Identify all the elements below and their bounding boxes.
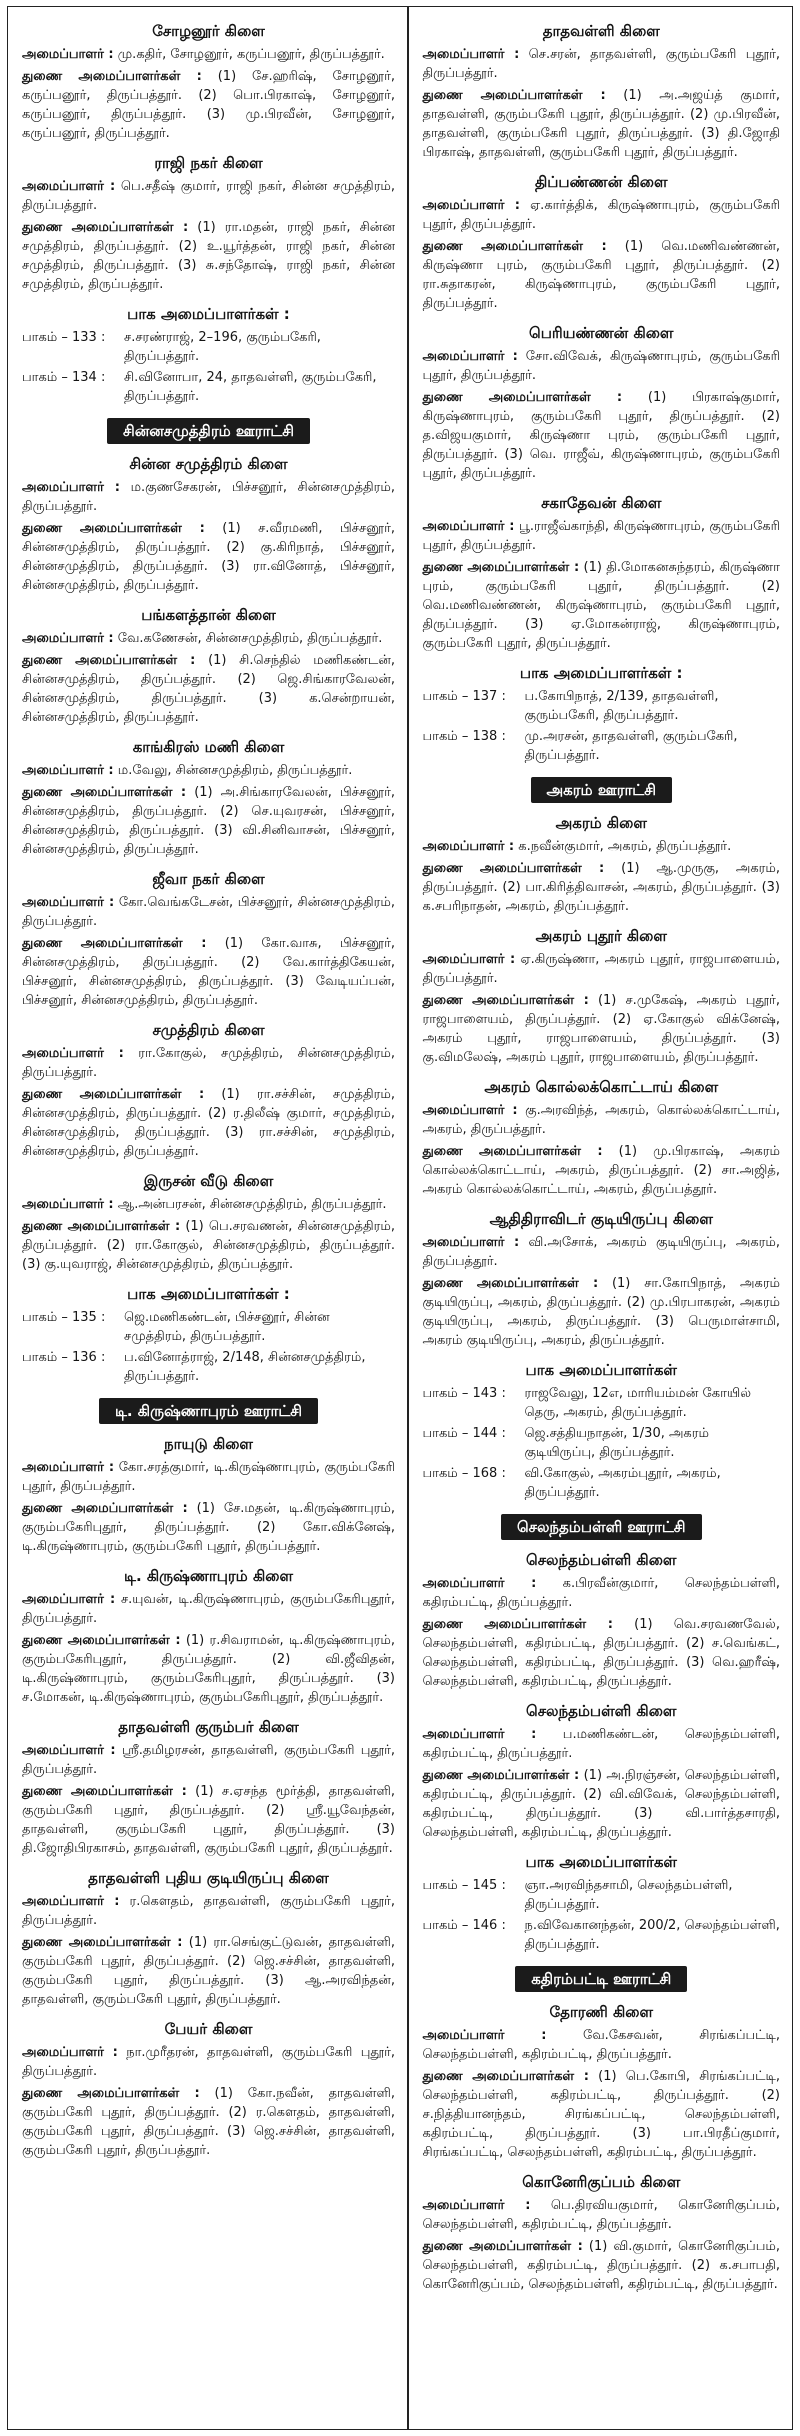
branch-title: சமுத்திரம் கிளை: [152, 1021, 265, 1039]
deputies-entry: [423, 991, 781, 1067]
deputies-text: (1) ச.முகேஷ், அகரம் புதூர், ராஜபாளையம், திருப்பத்தூர். (2) ஏ.கோகுல் விக்னேஷ், அகரம் புதூர், ராஜபாளையம், திருப்பத்தூர். (3) கு.விமலேஷ், அகரம் புதூர், ராஜபாளையம், திருப்பத்தூர்.: [422, 993, 780, 1065]
booth-part-text: ஜெ.சத்தியநாதன், 1/30, அகரம் குடியிருப்பு, திருப்பத்தூர்.: [524, 1426, 709, 1460]
organizer-text: வே.கேசவன், சிரங்கப்பட்டி, செலந்தம்பள்ளி, கதிரம்பட்டி, திருப்பத்தூர்.: [422, 2028, 780, 2062]
booth-row: [22, 1348, 395, 1386]
branch-title: திப்பண்ணன் கிளை: [534, 173, 668, 191]
organizer-text: கோ.சரத்குமார், டி.கிருஷ்ணாபுரம், குரும்பகேரி புதூர், திருப்பத்தூர்.: [22, 1460, 395, 1494]
deputies-entry: [423, 1274, 781, 1350]
booth-row: [22, 328, 395, 366]
organizer-label: அமைப்பாளர் :: [22, 1894, 120, 1909]
organizer-entry: [423, 347, 781, 385]
branch-block: [423, 323, 781, 483]
deputies-entry: [423, 558, 781, 653]
booth-row: [22, 368, 395, 406]
organizer-entry: [423, 1233, 781, 1271]
booth-part-text: வி.கோகுல், அகரம்புதூர், அகரம், திருப்பத்தூர்.: [524, 1466, 721, 1500]
organizer-label: அமைப்பாளர் :: [22, 47, 114, 62]
booth-row: [22, 1308, 395, 1346]
organizer-label: அமைப்பாளர் :: [22, 1046, 124, 1061]
branch-block: [423, 2002, 781, 2162]
branch-block: [22, 869, 395, 1010]
organizer-label: அமைப்பாளர் :: [422, 1727, 537, 1742]
deputies-text: (1) பெ.சரவணன், சின்னசமுத்திரம், திருப்பத்தூர். (2) ரா.கோகுல், சின்னசமுத்திரம், திருப்பத்தூர். (3) கு.யுவராஜ், சின்னசமுத்திரம், திருப்பத்தூர்.: [22, 1219, 395, 1272]
deputies-text: (1) ச.ஏசந்த மூர்த்தி, தாதவள்ளி, குரும்பகேரி புதூர், திருப்பத்தூர். (2) ஸ்ரீ.யூவேந்தன், தாதவள்ளி, குரும்பகேரி புதூர், திருப்பத்தூர். (3) தி.ஜோதிபிரகாசம், தாதவள்ளி, குரும்பகேரி புதூர், திருப்பத்தூர்.: [22, 1784, 395, 1856]
branch-block: [22, 153, 395, 294]
branch-block: [423, 21, 781, 162]
deputies-entry: [423, 237, 781, 313]
deputies-text: (1) மு.பிரகாஷ், அகரம் கொல்லக்கொட்டாய், அகரம், திருப்பத்தூர். (2) சா.அஜித், அகரம் கொல்லக்கொட்டாய், அகரம், திருப்பத்தூர்.: [422, 1144, 780, 1197]
deputies-label: துணை அமைப்பாளர்கள் :: [422, 993, 589, 1008]
page-frame: [7, 6, 793, 2430]
organizer-label: அமைப்பாளர் :: [422, 952, 516, 967]
deputies-label: துணை அமைப்பாளர்கள் :: [22, 936, 207, 951]
organizer-label: அமைப்பாளர் :: [422, 2198, 531, 2213]
panchayat-banner: [22, 418, 395, 444]
booth-part-label: பாகம் – 146 :: [422, 1918, 506, 1933]
deputies-label: துணை அமைப்பாளர்கள் :: [22, 1219, 181, 1234]
branch-title: தாதவள்ளி குரும்பர் கிளை: [118, 1718, 299, 1736]
booth-row: [423, 1876, 781, 1914]
booth-title: பாக அமைப்பாளர்கள் :: [127, 305, 290, 323]
deputies-text: (1) கோ.வாசு, பிச்சனூர், சின்னசமுத்திரம், திருப்பத்தூர். (2) வே.கார்த்திகேயன், பிச்சனூர், சின்னசமுத்திரம், திருப்பத்தூர். (3) வேடியப்பன், பிச்சனூர், சின்னசமுத்திரம், திருப்பத்தூர்.: [22, 936, 395, 1008]
deputies-text: (1) ரா.சச்சின், சமுத்திரம், சின்னசமுத்திரம், திருப்பத்தூர். (2) ர.திலீஷ் குமார், சமுத்திரம், சின்னசமுத்திரம், திருப்பத்தூர். (3) ரா.சச்சின், சமுத்திரம், சின்னசமுத்திரம், திருப்பத்தூர்.: [22, 1087, 395, 1159]
booth-block: [423, 1360, 781, 1502]
branch-title: காங்கிரஸ் மணி கிளை: [132, 738, 285, 756]
booth-block: [22, 304, 395, 406]
branch-block: [423, 1701, 781, 1842]
left-column: [8, 7, 407, 2429]
deputies-text: (1) அ.நிரஞ்சன், செலந்தம்பள்ளி, கதிரம்பட்டி, திருப்பத்தூர். (2) வி.விவேக், செலந்தம்பள்ளி, கதிரம்பட்டி, திருப்பத்தூர். (3) வி.பார்த்தசாரதி, செலந்தம்பள்ளி, கதிரம்பட்டி, திருப்பத்தூர்.: [422, 1768, 780, 1840]
booth-row: [423, 687, 781, 725]
organizer-entry: [423, 2196, 781, 2234]
organizer-label: அமைப்பாளர் :: [422, 1576, 537, 1591]
deputies-entry: [423, 388, 781, 483]
deputies-entry: [423, 2067, 781, 2162]
deputies-label: துணை அமைப்பாளர்கள் :: [422, 1768, 580, 1783]
deputies-entry: [22, 218, 395, 294]
booth-part-text: ப.கோபிநாத், 2/139, தாதவள்ளி, குரும்பகேரி, திருப்பத்தூர்.: [524, 689, 719, 723]
branch-title: அகரம் புதூர் கிளை: [535, 927, 667, 945]
booth-part-label: பாகம் – 168 :: [422, 1466, 506, 1481]
booth-block: [423, 663, 781, 765]
organizer-text: பெ.திரவியகுமார், கொனேரிகுப்பம், செலந்தம்பள்ளி, கதிரம்பட்டி, திருப்பத்தூர்.: [422, 2198, 780, 2232]
organizer-label: அமைப்பாளர் :: [422, 1235, 520, 1250]
deputies-label: துணை அமைப்பாளர்கள் :: [22, 521, 205, 536]
organizer-text: மு.கதிர், சோழனூர், கருப்பனூர், திருப்பத்தூர்.: [117, 47, 385, 62]
organizer-text: ம.வேலு, சின்னசமுத்திரம், திருப்பத்தூர்.: [117, 763, 353, 778]
booth-part-text: ச.சரண்ராஜ், 2–196, குரும்பகேரி, திருப்பத்தூர்.: [124, 330, 321, 364]
organizer-text: செ.சரன், தாதவள்ளி, குரும்பகேரி புதூர், திருப்பத்தூர்.: [422, 47, 780, 81]
organizer-text: ம.குணசேகரன், பிச்சனூர், சின்னசமுத்திரம், திருப்பத்தூர்.: [22, 480, 395, 514]
panchayat-title: சின்னசமுத்திரம் ஊராட்சி: [107, 418, 310, 444]
branch-block: [423, 1209, 781, 1350]
organizer-label: அமைப்பாளர் :: [22, 2045, 118, 2060]
deputies-entry: [22, 651, 395, 727]
booth-part-label: பாகம் – 145 :: [422, 1878, 506, 1893]
booth-part-text: ஜெ.மணிகண்டன், பிச்சனூர், சின்ன சமுத்திரம், திருப்பத்தூர்.: [124, 1310, 330, 1344]
deputies-text: (1) சா.கோபிநாத், அகரம் குடியிருப்பு, அகரம், திருப்பத்தூர். (2) மு.பிரபாகரன், அகரம் குடியிருப்பு, அகரம், திருப்பத்தூர். (3) பெருமாள்சாமி, அகரம் குடியிருப்பு, அகரம், திருப்பத்தூர்.: [422, 1276, 780, 1348]
deputies-text: (1) ஆ.முருகு, அகரம், திருப்பத்தூர். (2) பா.கிரித்திவாசன், அகரம், திருப்பத்தூர். (3) க.சபரிநாதன், அகரம், திருப்பத்தூர்.: [422, 861, 780, 914]
branch-title: தாதவள்ளி கிளை: [542, 22, 660, 40]
booth-title: பாக அமைப்பாளர்கள்: [525, 1853, 677, 1871]
booth-part-label: பாகம் – 137 :: [422, 689, 506, 704]
branch-block: [423, 172, 781, 313]
branch-title: சகாதேவன் கிளை: [541, 494, 662, 512]
deputies-entry: [22, 1782, 395, 1858]
organizer-entry: [22, 893, 395, 931]
deputies-label: துணை அமைப்பாளர்கள் :: [22, 1501, 188, 1516]
booth-block: [22, 1284, 395, 1386]
deputies-entry: [22, 1499, 395, 1556]
deputies-label: துணை அமைப்பாளர்கள் :: [22, 1935, 183, 1950]
branch-block: [22, 1717, 395, 1858]
booth-part-label: பாகம் – 136 :: [22, 1350, 106, 1365]
branch-title: பங்களத்தான் கிளை: [141, 606, 276, 624]
organizer-label: அமைப்பாளர் :: [422, 519, 515, 534]
booth-part-label: பாகம் – 133 :: [22, 330, 106, 345]
deputies-text: (1) சே.மதன், டி.கிருஷ்ணாபுரம், குரும்பகேரிபுதூர், திருப்பத்தூர். (2) கோ.விக்னேஷ், டி.கிருஷ்ணாபுரம், குரும்பகேரி புதூர், திருப்பத்தூர்.: [22, 1501, 395, 1554]
organizer-text: ஆ.அன்பரசன், சின்னசமுத்திரம், திருப்பத்தூர்.: [117, 1197, 387, 1212]
deputies-label: துணை அமைப்பாளர்கள் :: [422, 2239, 583, 2254]
deputies-text: (1) ச.வீரமணி, பிச்சனூர், சின்னசமுத்திரம், திருப்பத்தூர். (2) கு.கிரிநாத், பிச்சனூர், சின்னசமுத்திரம், திருப்பத்தூர். (3) ரா.வினோத், பிச்சனூர், சின்னசமுத்திரம், திருப்பத்தூர்.: [22, 521, 396, 593]
organizer-label: அமைப்பாளர் :: [22, 179, 116, 194]
organizer-text: நா.முரீதரன், தாதவள்ளி, குரும்பகேரி புதூர், திருப்பத்தூர்.: [22, 2045, 395, 2079]
branch-block: [22, 1020, 395, 1161]
deputies-text: (1) கோ.நவீன், தாதவள்ளி, குரும்பகேரி புதூர், திருப்பத்தூர். (2) ர.கௌதம், தாதவள்ளி, குரும்பகேரி புதூர், திருப்பத்தூர். (3) ஜெ.சச்சின், தாதவள்ளி, குரும்பகேரி புதூர், திருப்பத்தூர்.: [22, 2086, 395, 2158]
branch-title: தாதவள்ளி புதிய குடியிருப்பு கிளை: [88, 1869, 329, 1887]
deputies-text: (1) வெ.மணிவண்ணன், கிருஷ்ணா புரம், குரும்பகேரி புதூர், திருப்பத்தூர். (2) ரா.சுதாகரன், கிருஷ்ணாபுரம், குரும்பகேரி புதூர், திருப்பத்தூர்.: [422, 239, 780, 311]
organizer-label: அமைப்பாளர் :: [22, 1460, 115, 1475]
organizer-text: பெ.சதீஷ் குமார், ராஜி நகர், சின்ன சமுத்திரம், திருப்பத்தூர்.: [22, 179, 396, 213]
booth-row: [423, 1464, 781, 1502]
organizer-text: ப.மணிகண்டன், செலந்தம்பள்ளி, கதிரம்பட்டி, திருப்பத்தூர்.: [422, 1727, 780, 1761]
organizer-entry: [423, 837, 781, 856]
deputies-label: துணை அமைப்பாளர்கள் :: [422, 239, 607, 254]
organizer-text: சோ.விவேக், கிருஷ்ணாபுரம், குரும்பகேரி புதூர், திருப்பத்தூர்.: [422, 349, 780, 383]
deputies-entry: [423, 1615, 781, 1691]
booth-title: பாக அமைப்பாளர்கள்: [525, 1361, 677, 1379]
organizer-label: அமைப்பாளர் :: [422, 198, 521, 213]
organizer-entry: [423, 1725, 781, 1763]
organizer-text: ஏ.கார்த்திக், கிருஷ்ணாபுரம், குரும்பகேரி புதூர், திருப்பத்தூர்.: [422, 198, 780, 232]
panchayat-banner: [423, 1514, 781, 1540]
deputies-text: (1) பெ.கோபி, சிரங்கப்பட்டி, செலந்தம்பள்ளி, கதிரம்பட்டி, திருப்பத்தூர். (2) ச.நித்தியானந்தம், சிரங்கப்பட்டி, செலந்தம்பள்ளி, கதிரம்பட்டி, திருப்பத்தூர். (3) பா.பிரதீப்குமார், சிரங்கப்பட்டி, செலந்தம்பள்ளி, கதிரம்பட்டி, திருப்பத்தூர்.: [422, 2069, 780, 2160]
organizer-entry: [423, 2026, 781, 2064]
organizer-text: வி.அசோக், அகரம் குடியிருப்பு, அகரம், திருப்பத்தூர்.: [422, 1235, 780, 1269]
organizer-label: அமைப்பாளர் :: [422, 349, 518, 364]
organizer-text: பூ.ராஜீவ்காந்தி, கிருஷ்ணாபுரம், குரும்பகேரி புதூர், திருப்பத்தூர்.: [422, 519, 780, 553]
branch-block: [423, 493, 781, 653]
deputies-entry: [22, 67, 395, 143]
deputies-entry: [22, 1085, 395, 1161]
organizer-entry: [423, 517, 781, 555]
organizer-label: அமைப்பாளர் :: [422, 1103, 518, 1118]
branch-block: [22, 1171, 395, 1274]
organizer-label: அமைப்பாளர் :: [22, 1592, 116, 1607]
deputies-label: துணை அமைப்பாளர்கள் :: [22, 1784, 187, 1799]
deputies-text: (1) ரா.மதன், ராஜி நகர், சின்ன சமுத்திரம், திருப்பத்தூர். (2) உ.யூர்த்தன், ராஜி நகர், சின்ன சமுத்திரம், திருப்பத்தூர். (3) சு.சந்தோஷ், ராஜி நகர், சின்ன சமுத்திரம், திருப்பத்தூர்.: [22, 220, 395, 292]
panchayat-title: செலந்தம்பள்ளி ஊராட்சி: [501, 1514, 702, 1540]
deputies-label: துணை அமைப்பாளர்கள் :: [422, 88, 606, 103]
branch-title: அகரம் கிளை: [555, 814, 647, 832]
organizer-text: கோ.வெங்கடேசன், பிச்சனூர், சின்னசமுத்திரம், திருப்பத்தூர்.: [22, 895, 395, 929]
branch-title: நாயுடு கிளை: [164, 1435, 253, 1453]
deputies-text: (1) வி.குமார், கொனேரிகுப்பம், செலந்தம்பள்ளி, கதிரம்பட்டி, திருப்பத்தூர். (2) க.சபாபதி, கொனேரிகுப்பம், செலந்தம்பள்ளி, கதிரம்பட்டி, திருப்பத்தூர்.: [422, 2239, 781, 2292]
branch-title: இருசன் வீடு கிளை: [143, 1172, 274, 1190]
branch-title: தோரணி கிளை: [549, 2003, 654, 2021]
organizer-label: அமைப்பாளர் :: [22, 895, 115, 910]
panchayat-title: அகரம் ஊராட்சி: [531, 777, 672, 803]
organizer-label: அமைப்பாளர் :: [22, 763, 114, 778]
branch-title: டி. கிருஷ்ணாபுரம் கிளை: [124, 1567, 293, 1585]
organizer-label: அமைப்பாளர் :: [22, 631, 114, 646]
deputies-entry: [22, 1933, 395, 2009]
branch-title: பெரியண்ணன் கிளை: [529, 324, 674, 342]
booth-part-text: ந.விவேகானந்தன், 200/2, செலந்தம்பள்ளி, திருப்பத்தூர்.: [524, 1918, 780, 1952]
panchayat-banner: [423, 1966, 781, 1992]
organizer-entry: [423, 45, 781, 83]
booth-part-label: பாகம் – 135 :: [22, 1310, 106, 1325]
branch-title: சின்ன சமுத்திரம் கிளை: [129, 455, 288, 473]
deputies-label: துணை அமைப்பாளர்கள் :: [22, 2086, 200, 2101]
deputies-entry: [22, 2084, 395, 2160]
branch-block: [22, 21, 395, 143]
organizer-text: கு.அரவிந்த், அகரம், கொல்லக்கொட்டாய், அகரம், திருப்பத்தூர்.: [422, 1103, 780, 1137]
deputies-text: (1) அ.அஜய்த் குமார், தாதவள்ளி, குரும்பகேரி புதூர், திருப்பத்தூர். (2) மு.பிரவீன், தாதவள்ளி, குரும்பகேரி புதூர், திருப்பத்தூர். (3) தி.ஜோதி பிரகாஷ், தாதவள்ளி, குரும்பகேரி புதூர், திருப்பத்தூர்.: [422, 88, 780, 160]
branch-block: [423, 2172, 781, 2294]
deputies-entry: [22, 934, 395, 1010]
booth-part-label: பாகம் – 138 :: [422, 729, 506, 744]
organizer-entry: [22, 478, 395, 516]
booth-part-text: ஞா.அரவிந்தசாமி, செலந்தம்பள்ளி, திருப்பத்தூர்.: [524, 1878, 733, 1912]
branch-block: [423, 1077, 781, 1199]
booth-part-label: பாகம் – 144 :: [422, 1426, 506, 1441]
deputies-entry: [22, 783, 395, 859]
booth-row: [423, 727, 781, 765]
deputies-label: துணை அமைப்பாளர்கள் :: [422, 390, 623, 405]
organizer-text: ர.கௌதம், தாதவள்ளி, குரும்பகேரி புதூர், திருப்பத்தூர்.: [22, 1894, 395, 1928]
deputies-text: (1) ரா.செங்குட்டுவன், தாதவள்ளி, குரும்பகேரி புதூர், திருப்பத்தூர். (2) ஜெ.சச்சின், தாதவள்ளி, குரும்பகேரி புதூர், திருப்பத்தூர். (3) ஆ.அரவிந்தன், தாதவள்ளி, குரும்பகேரி புதூர், திருப்பத்தூர்.: [22, 1935, 395, 2007]
organizer-entry: [22, 177, 395, 215]
right-column: [409, 7, 793, 2429]
branch-block: [22, 1566, 395, 1707]
organizer-entry: [22, 2043, 395, 2081]
deputies-label: துணை அமைப்பாளர்கள் :: [422, 2069, 589, 2084]
organizer-entry: [22, 1590, 395, 1628]
deputies-label: துணை அமைப்பாளர்கள் :: [422, 1276, 599, 1291]
deputies-text: (1) பிரகாஷ்குமார், கிருஷ்ணாபுரம், குரும்பகேரி புதூர், திருப்பத்தூர். (2) த.விஜயகுமார், கிருஷ்ணா புரம், குரும்பகேரி புதூர், திருப்பத்தூர். (3) வெ. ராஜீவ், கிருஷ்ணாபுரம், குரும்பகேரி புதூர், திருப்பத்தூர்.: [422, 390, 780, 481]
branch-title: பேயர் கிளை: [164, 2020, 253, 2038]
deputies-entry: [423, 1766, 781, 1842]
organizer-text: ஸ்ரீ.தமிழரசன், தாதவள்ளி, குரும்பகேரி புதூர், திருப்பத்தூர்.: [22, 1743, 395, 1777]
organizer-entry: [22, 1195, 395, 1214]
branch-title: ஆதிதிராவிடர் குடியிருப்பு கிளை: [489, 1210, 713, 1228]
organizer-label: அமைப்பாளர் :: [422, 839, 515, 854]
organizer-text: க.பிரவீன்குமார், செலந்தம்பள்ளி, கதிரம்பட்டி, திருப்பத்தூர்.: [422, 1576, 780, 1610]
branch-block: [22, 1868, 395, 2009]
organizer-entry: [423, 1574, 781, 1612]
branch-block: [22, 2019, 395, 2160]
deputies-entry: [423, 2237, 781, 2294]
booth-row: [423, 1424, 781, 1462]
booth-block: [423, 1852, 781, 1954]
deputies-text: (1) தி.மோகனசுந்தரம், கிருஷ்ணா புரம், குரும்பகேரி புதூர், திருப்பத்தூர். (2) வெ.மணிவண்ணன், கிருஷ்ணாபுரம், குரும்பகேரி புதூர், திருப்பத்தூர். (3) ஏ.மோகன்ராஜ், கிருஷ்ணாபுரம், குரும்பகேரி புதூர், திருப்பத்தூர்.: [422, 560, 780, 651]
branch-block: [22, 737, 395, 859]
deputies-entry: [22, 1631, 395, 1707]
organizer-entry: [22, 629, 395, 648]
branch-title: ராஜி நகர் கிளை: [154, 154, 263, 172]
booth-part-label: பாகம் – 134 :: [22, 370, 106, 385]
deputies-text: (1) வெ.சரவணவேல், செலந்தம்பள்ளி, கதிரம்பட்டி, திருப்பத்தூர். (2) ச.வெங்கட், செலந்தம்பள்ளி, கதிரம்பட்டி, திருப்பத்தூர். (3) வெ.ஹரீஷ், செலந்தம்பள்ளி, கதிரம்பட்டி, திருப்பத்தூர்.: [422, 1617, 780, 1689]
organizer-entry: [22, 1741, 395, 1779]
branch-block: [22, 1434, 395, 1556]
deputies-entry: [423, 1142, 781, 1199]
deputies-entry: [423, 86, 781, 162]
booth-row: [423, 1384, 781, 1422]
deputies-label: துணை அமைப்பாளர்கள் :: [22, 1087, 205, 1102]
deputies-label: துணை அமைப்பாளர்கள் :: [422, 560, 580, 575]
organizer-entry: [22, 1892, 395, 1930]
deputies-label: துணை அமைப்பாளர்கள் :: [22, 653, 196, 668]
deputies-label: துணை அமைப்பாளர்கள் :: [22, 1633, 181, 1648]
organizer-label: அமைப்பாளர் :: [422, 47, 520, 62]
branch-block: [22, 454, 395, 595]
organizer-label: அமைப்பாளர் :: [422, 2028, 547, 2043]
deputies-label: துணை அமைப்பாளர்கள் :: [422, 1144, 603, 1159]
deputies-text: (1) ர.சிவராமன், டி.கிருஷ்ணாபுரம், குரும்பகேரிபுதூர், திருப்பத்தூர். (2) வி.ஜீவிதன், டி.கிருஷ்ணாபுரம், குரும்பகேரிபுதூர், திருப்பத்தூர். (3) ச.மோகன், டி.கிருஷ்ணாபுரம், குரும்பகேரிபுதூர், திருப்பத்தூர்.: [22, 1633, 395, 1705]
deputies-label: துணை அமைப்பாளர்கள் :: [22, 220, 189, 235]
organizer-text: க.நவீன்குமார், அகரம், திருப்பத்தூர்.: [518, 839, 732, 854]
panchayat-banner: [423, 777, 781, 803]
organizer-label: அமைப்பாளர் :: [22, 1197, 114, 1212]
organizer-label: அமைப்பாளர் :: [22, 1743, 116, 1758]
deputies-label: துணை அமைப்பாளர்கள் :: [422, 1617, 613, 1632]
deputies-text: (1) சி.செந்தில் மணிகண்டன், சின்னசமுத்திரம், திருப்பத்தூர். (2) ஜெ.சிங்காரவேலன், சின்னசமுத்திரம், திருப்பத்தூர். (3) க.சென்றாயன், சின்னசமுத்திரம், திருப்பத்தூர்.: [22, 653, 395, 725]
panchayat-banner: [22, 1398, 395, 1424]
organizer-text: வே.கணேசன், சின்னசமுத்திரம், திருப்பத்தூர்.: [117, 631, 383, 646]
booth-part-label: பாகம் – 143 :: [422, 1386, 506, 1401]
branch-title: ஜீவா நகர் கிளை: [152, 870, 265, 888]
organizer-entry: [423, 950, 781, 988]
deputies-entry: [423, 859, 781, 916]
booth-part-text: சி.வினோபா, 24, தாதவள்ளி, குரும்பகேரி, திருப்பத்தூர்.: [124, 370, 377, 404]
deputies-text: (1) சே.ஹரிஷ், சோழனூர், கருப்பனூர், திருப்பத்தூர். (2) பொ.பிரகாஷ், சோழனூர், கருப்பனூர், திருப்பத்தூர். (3) மு.பிரவீன், சோழனூர், கருப்பனூர், திருப்பத்தூர்.: [22, 69, 395, 141]
organizer-entry: [22, 1458, 395, 1496]
organizer-entry: [423, 196, 781, 234]
booth-part-text: ப.வினோத்ராஜ், 2/148, சின்னசமுத்திரம், திருப்பத்தூர்.: [124, 1350, 366, 1384]
branch-title: செலந்தம்பள்ளி கிளை: [526, 1551, 677, 1569]
panchayat-title: கதிரம்பட்டி ஊராட்சி: [515, 1966, 687, 1992]
deputies-entry: [22, 519, 395, 595]
branch-block: [423, 813, 781, 916]
booth-row: [423, 1916, 781, 1954]
booth-part-text: மு.அரசன், தாதவள்ளி, குரும்பகேரி, திருப்பத்தூர்.: [524, 729, 738, 763]
panchayat-title: டி. கிருஷ்ணாபுரம் ஊராட்சி: [99, 1398, 318, 1424]
booth-part-text: ராஜவேலு, 12எ, மாரியம்மன் கோயில் தெரு, அகரம், திருப்பத்தூர்.: [524, 1386, 752, 1420]
organizer-entry: [423, 1101, 781, 1139]
booth-title: பாக அமைப்பாளர்கள் :: [519, 664, 683, 682]
organizer-entry: [22, 761, 395, 780]
branch-block: [423, 926, 781, 1067]
deputies-label: துணை அமைப்பாளர்கள் :: [22, 785, 187, 800]
branch-title: சோழனூர் கிளை: [152, 22, 265, 40]
organizer-label: அமைப்பாளர் :: [22, 480, 121, 495]
deputies-entry: [22, 1217, 395, 1274]
branch-title: கொனேரிகுப்பம் கிளை: [522, 2173, 681, 2191]
branch-block: [423, 1550, 781, 1691]
deputies-label: துணை அமைப்பாளர்கள் :: [422, 861, 605, 876]
deputies-label: துணை அமைப்பாளர்கள் :: [22, 69, 202, 84]
organizer-text: ரா.கோகுல், சமுத்திரம், சின்னசமுத்திரம், திருப்பத்தூர்.: [22, 1046, 395, 1080]
booth-title: பாக அமைப்பாளர்கள் :: [127, 1285, 290, 1303]
organizer-text: ஏ.கிருஷ்ணா, அகரம் புதூர், ராஜபாளையம், திருப்பத்தூர்.: [422, 952, 780, 986]
organizer-entry: [22, 1044, 395, 1082]
deputies-text: (1) அ.சிங்காரவேலன், பிச்சனூர், சின்னசமுத்திரம், திருப்பத்தூர். (2) செ.யுவரசன், பிச்சனூர், சின்னசமுத்திரம், திருப்பத்தூர். (3) வி.சினிவாசன், பிச்சனூர், சின்னசமுத்திரம், திருப்பத்தூர்.: [22, 785, 395, 857]
organizer-text: ச.யுவன், டி.கிருஷ்ணாபுரம், குரும்பகேரிபுதூர், திருப்பத்தூர்.: [22, 1592, 395, 1626]
branch-block: [22, 605, 395, 727]
branch-title: செலந்தம்பள்ளி கிளை: [526, 1702, 677, 1720]
organizer-entry: [22, 45, 395, 64]
branch-title: அகரம் கொல்லக்கொட்டாய் கிளை: [484, 1078, 719, 1096]
